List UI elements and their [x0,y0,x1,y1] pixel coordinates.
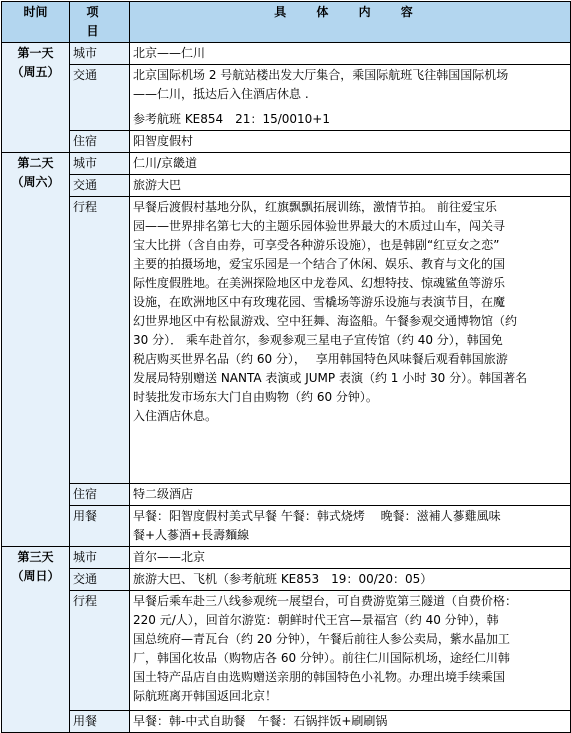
content-line: 际性度假胜地。在美洲探险地区中龙卷风、幻想特技、惊魂鲨鱼等游乐 [133,276,506,290]
item-content [130,569,571,591]
content-line: 参考航班 KE854 21：15/0010+1 [133,112,330,126]
item-content [130,43,571,65]
item-content [130,175,571,197]
day-label: 第二天 [17,156,54,170]
header-row [2,2,571,43]
itinerary-row [2,43,571,65]
item-label: 行程 [70,591,130,711]
header-item: 项 目 [70,2,130,43]
content-line: 北京——仁川 [133,46,206,60]
itinerary-row [2,591,571,711]
content-line: 旅游大巴、飞机（参考航班 KE853 19：00/20：05） [133,572,433,586]
content-line: 仁川/京畿道 [133,156,198,170]
content-line: 餐+人蔘酒+長壽麵線 [133,528,250,542]
content-line: 宝大比拼（含自由券，可享受各种游乐设施），也是韩剧“红豆女之恋” [133,238,500,252]
content-line: 际航班离开韩国返回北京！ [133,689,278,703]
content-line: 北京国际机场 2 号航站楼出发大厅集合，乘国际航班飞往韩国国际机场 [133,68,509,82]
item-label: 住宿 [70,131,130,153]
day-label: 第三天 [17,550,54,564]
content-line: 220 元/人），回首尔游览：朝鲜时代王宫—景福宫（约 40 分钟），韩 [133,613,499,627]
item-content [130,547,571,569]
item-content [130,591,571,711]
item-content [130,506,571,547]
content-line: 旅游大巴 [133,178,182,192]
content-line: 早餐：韩-中式自助餐 午餐：石锅拌饭+刷刷锅 [133,714,388,728]
day-1-cell [2,43,70,153]
content-line: 阳智度假村 [133,134,194,148]
item-content [130,197,571,484]
item-label: 城市 [70,43,130,65]
day-weekday: （周五） [11,65,60,79]
itinerary-row [2,711,571,733]
item-label: 交通 [70,65,130,131]
content-line: 国总统府—青瓦台（约 20 分钟），午餐后前往人参公卖局，紫水晶加工 [133,632,510,646]
content-line: 30 分）． 乘车赴首尔，参观参观三星电子宣传馆（约 40 分），韩国免 [133,333,503,347]
item-label: 城市 [70,153,130,175]
itinerary-row [2,547,571,569]
itinerary-row [2,506,571,547]
itinerary-row [2,175,571,197]
item-label: 城市 [70,547,130,569]
day-label: 第一天 [17,46,54,60]
itinerary-row [2,569,571,591]
content-line: 厂，韩国化妆品（购物店各 60 分钟）。前往仁川国际机场，途经仁川韩 [133,651,510,665]
content-line: 幻世界地区中有松鼠游戏、空中狂舞、海盗船。午餐参观交通博物馆（约 [133,314,518,328]
content-line: 税店购买世界名品（约 60 分）， 享用韩国特色风味餐后观看韩国旅游 [133,352,508,366]
day-2-cell [2,153,70,547]
content-line: 主要的拍摄场地，爱宝乐园是一个结合了休闲、娱乐、教育与文化的国 [133,257,506,271]
content-line: 早餐：阳智度假村美式早餐 午餐：韩式烧烤 晚餐：滋補人蔘雞風味 [133,509,501,523]
item-content [130,711,571,733]
content-line: 入住酒店休息。 [133,409,218,423]
item-label: 用餐 [70,711,130,733]
day-3-cell [2,547,70,733]
itinerary-body [2,43,571,733]
item-label: 住宿 [70,484,130,506]
content-line: ——仁川，抵达后入住酒店休息 . [133,87,309,101]
itinerary-row [2,484,571,506]
content-line: 早餐后乘车赴三八线参观统一展望台，可自费游览第三隧道（自费价格： [133,594,518,608]
itinerary-row [2,197,571,484]
day-weekday: （周六） [11,175,60,189]
content-line: 特二级酒店 [133,487,194,501]
content-line: 早餐后渡假村基地分队，红旗飘飘拓展训练，激情节拍。 前往爱宝乐 [133,200,497,214]
header-content: 具 体 内 容 [130,2,571,43]
content-line: 发展局特别赠送 NANTA 表演或 JUMP 表演（约 1 小时 30 分）。韩国著名 [133,371,528,385]
item-content [130,484,571,506]
item-label: 交通 [70,569,130,591]
item-content [130,153,571,175]
itinerary-row [2,153,571,175]
item-label: 用餐 [70,506,130,547]
day-weekday: （周日） [11,569,60,583]
content-line: 时装批发市场东大门自由购物（约 60 分钟）。 [133,390,378,404]
content-line: 设施，在欧洲地区中有玫瑰花园、雪橇场等游乐设施与表演节目，在魔 [133,295,506,309]
content-line: 国土特产品店自由选购赠送亲朋的韩国特色小礼物。办理出境手续乘国 [133,670,506,684]
item-content [130,65,571,131]
itinerary-row [2,65,571,131]
item-label: 行程 [70,197,130,484]
itinerary-table [1,1,571,733]
content-line: 首尔——北京 [133,550,206,564]
header-time: 时间 [2,2,70,43]
item-label: 交通 [70,175,130,197]
itinerary-row [2,131,571,153]
item-content [130,131,571,153]
content-line: 园——世界排名第七大的主题乐园体验世界最大的木质过山车，闯关寻 [133,219,506,233]
